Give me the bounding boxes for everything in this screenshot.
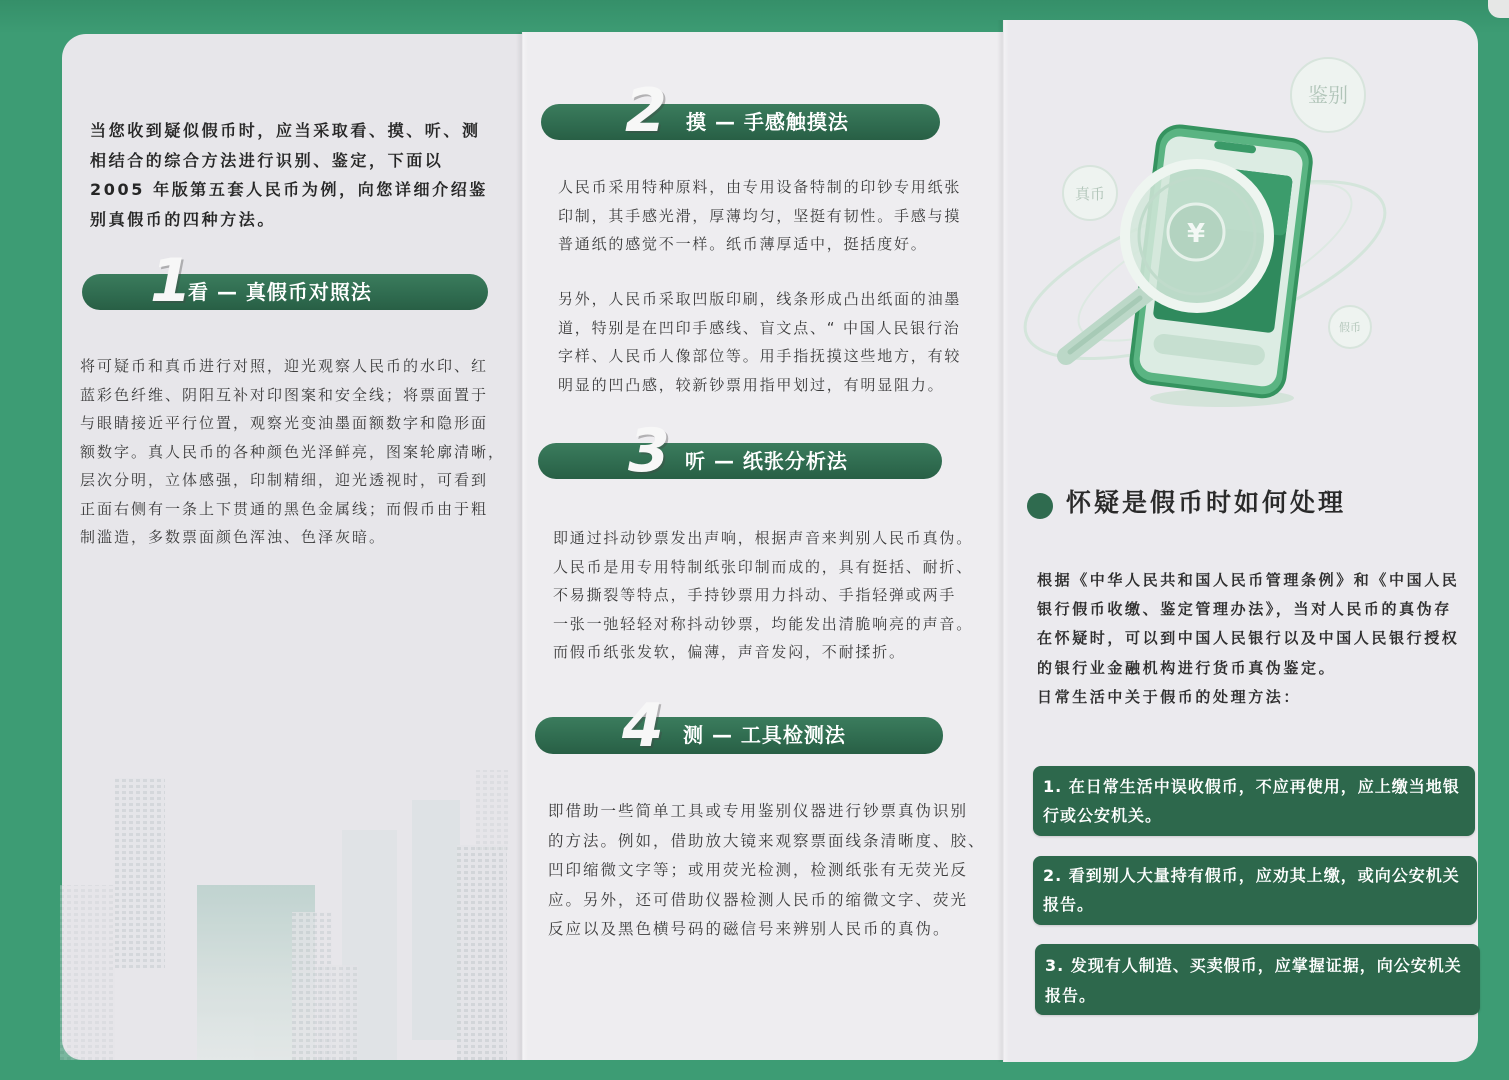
text-line: 另外，人民币采取凹版印刷，线条形成凸出纸面的油墨 [558, 290, 962, 308]
bubble-identify-label: 鉴别 [1308, 83, 1348, 107]
bullet-dot-icon [1027, 493, 1053, 519]
text-line: 报告。 [1045, 986, 1097, 1005]
section-title: 测 — 工具检测法 [683, 723, 846, 747]
coin-symbol: ¥ [1186, 219, 1206, 249]
text-line: 蓝彩色纤维、阴阳互补对印图案和安全线；将票面置于 [80, 385, 489, 404]
section-body-touch [558, 173, 961, 259]
section-header-look [82, 246, 488, 316]
text-line: 一张一弛轻轻对称抖动钞票，均能发出清脆响亮的声音。 [553, 614, 974, 633]
text-line: 明显的凹凸感，较新钞票用指甲划过，有明显阻力。 [558, 375, 945, 394]
building-shape [412, 800, 460, 1040]
section-body-listen [553, 524, 973, 667]
text-line: 人民币采用特种原料，由专用设备特制的印钞专用纸张 [558, 178, 962, 196]
section-header-measure [535, 691, 943, 761]
text-line: 普通纸的感觉不一样。纸币薄厚适中，挺括度好。 [558, 235, 928, 253]
text-line: 1. 在日常生活中误收假币，不应再使用，应上缴当地银 [1043, 777, 1460, 796]
bubble-counterfeit-label: 假币 [1339, 321, 1361, 334]
building-shape [60, 885, 115, 1060]
text-line: 行或公安机关。 [1043, 806, 1163, 825]
text-line: 2005 年版第五套人民币为例，向您详细介绍鉴 [90, 180, 488, 199]
bubble-genuine-label: 真币 [1074, 185, 1106, 203]
building-shape [476, 770, 508, 850]
text-line: 反应以及黑色横号码的磁信号来辨别人民币的真伪。 [548, 920, 951, 938]
text-line: 道，特别是在凹印手感线、盲文点、“ 中国人民银行治 [558, 318, 961, 337]
handling-step [1035, 944, 1480, 1015]
text-line: 凹印缩微文字等；或用荧光检测，检测纸张有无荧光反 [548, 861, 969, 879]
building-shape [457, 845, 507, 1060]
text-line: 别真假币的四种方法。 [90, 209, 277, 229]
text-line: 字样、人民币人像部位等。用手指抚摸这些地方，有较 [558, 347, 962, 365]
text-line: 与眼睛接近平行位置，观察光变油墨面额数字和隐形面 [80, 414, 489, 432]
building-shape [318, 965, 358, 1060]
section-number: 2 [625, 76, 667, 146]
text-line: 制滥造，多数票面颜色浑浊、色泽灰暗。 [80, 528, 387, 546]
text-line: 应。另外，还可借助仪器检测人民币的缩微文字、荧光 [548, 890, 969, 909]
text-line: 日常生活中关于假币的处理方法： [1037, 687, 1302, 706]
section-title: 摸 — 手感触摸法 [686, 110, 849, 134]
section-header-touch [541, 76, 940, 146]
text-line: 印制，其手感光滑，厚薄均匀，坚挺有韧性。手感与摸 [558, 206, 962, 225]
text-line: 在怀疑时，可以到中国人民银行以及中国人民银行授权 [1037, 629, 1460, 648]
text-line: 相结合的综合方法进行识别、鉴定，下面以 [90, 150, 444, 170]
section-header-listen [538, 416, 942, 486]
section-body-look [80, 352, 505, 552]
section-number: 3 [628, 416, 670, 486]
section-title: 看 — 真假币对照法 [188, 280, 372, 304]
text-line: 2. 看到别人大量持有假币，应劝其上缴，或向公安机关 [1043, 866, 1460, 885]
text-line: 根据《中华人民共和国人民币管理条例》和《中国人民 [1037, 571, 1460, 589]
text-line: 将可疑币和真币进行对照，迎光观察人民币的水印、红 [80, 357, 489, 375]
text-line: 层次分明，立体感强，印制精细，迎光透视时，可看到 [80, 471, 489, 489]
text-line: 而假币纸张发软，偏薄，声音发闷，不耐揉折。 [553, 643, 906, 661]
handling-heading: 怀疑是假币时如何处理 [1066, 488, 1347, 517]
text-line: 即借助一些简单工具或专用鉴别仪器进行钞票真伪识别 [548, 802, 969, 820]
text-line: 正面右侧有一条上下贯通的黑色金属线；而假币由于粗 [80, 499, 489, 518]
counterfeit-check-illustration [1003, 40, 1478, 440]
section-number: 1 [150, 246, 192, 316]
section-title: 听 — 纸张分析法 [685, 449, 848, 473]
text-line: 人民币是用专用特制纸张印制而成的，具有挺括、耐折、 [553, 557, 974, 576]
text-line: 的银行业金融机构进行货币真伪鉴定。 [1037, 658, 1337, 677]
text-line: 3. 发现有人制造、买卖假币，应掌握证据，向公安机关 [1045, 956, 1462, 975]
building-shape [115, 778, 165, 968]
text-line: 银行假币收缴、鉴定管理办法》，当对人民币的真伪存 [1037, 600, 1452, 619]
handling-step [1033, 766, 1475, 836]
city-skyline-illustration [60, 760, 520, 1060]
text-line: 当您收到疑似假币时，应当采取看、摸、听、测 [90, 121, 481, 140]
handling-intro [1037, 566, 1459, 712]
text-line: 即通过抖动钞票发出声响，根据声音来判别人民币真伪。 [553, 529, 974, 547]
section-number: 4 [622, 691, 664, 761]
text-line: 报告。 [1043, 895, 1095, 914]
handling-step [1033, 856, 1477, 925]
text-line: 额数字。真人民币的各种颜色光泽鲜亮，图案轮廓清晰， [80, 442, 506, 461]
text-line: 的方法。例如，借助放大镜来观察票面线条清晰度、胶、 [548, 831, 986, 850]
intro-paragraph [90, 116, 488, 234]
text-line: 不易撕裂等特点，手持钞票用力抖动、手指轻弹或两手 [553, 586, 957, 604]
section-body-touch [558, 285, 961, 399]
section-body-measure [548, 797, 986, 945]
